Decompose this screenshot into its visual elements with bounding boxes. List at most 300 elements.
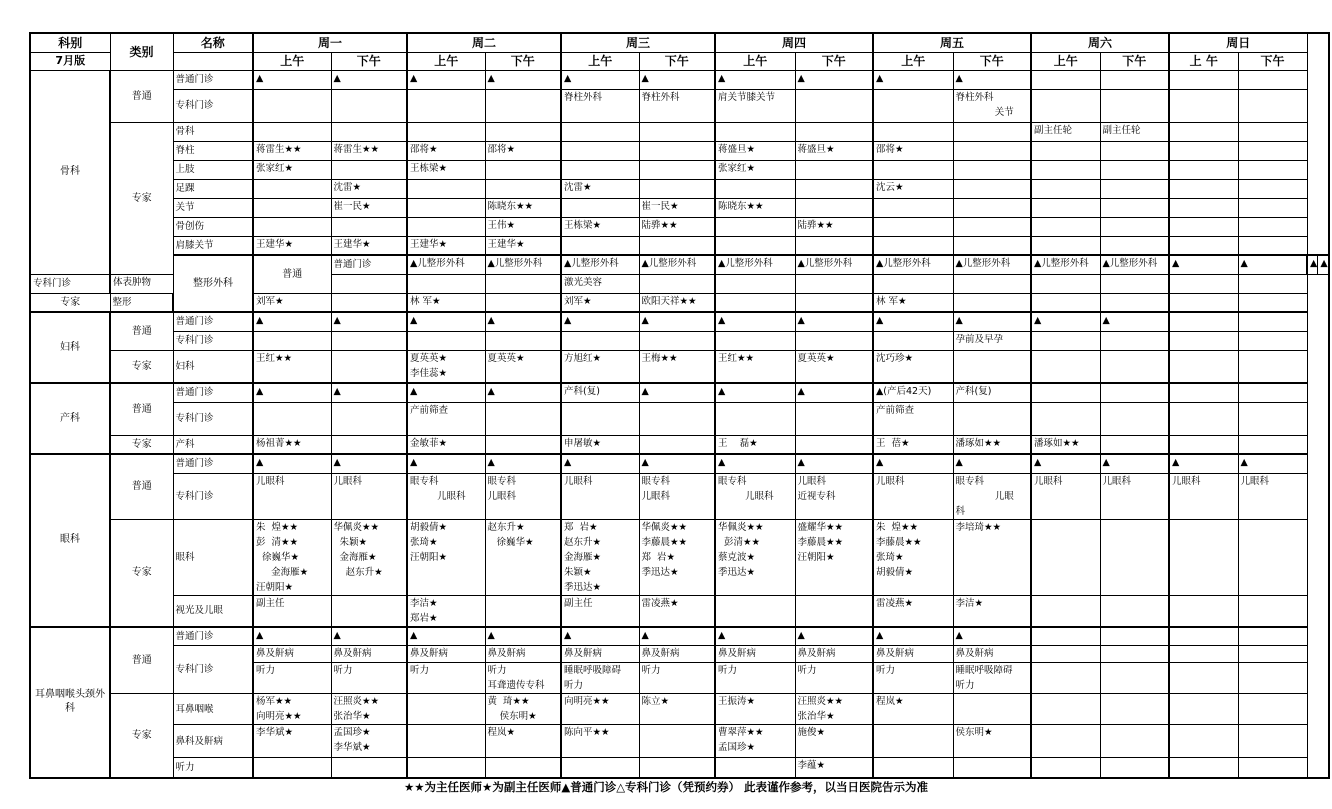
day-header-thu: 周四: [715, 33, 873, 52]
schedule-cell: [795, 160, 873, 179]
schedule-cell: 杨军★★ 向明亮★★: [253, 694, 331, 725]
category-cell: 专家: [110, 694, 173, 778]
schedule-cell: [639, 160, 715, 179]
schedule-cell: 鼻及鼾病: [561, 646, 639, 663]
schedule-cell: 副主任: [253, 595, 331, 627]
schedule-cell: ▲: [1307, 255, 1318, 274]
schedule-cell: ▲: [1238, 255, 1307, 274]
schedule-cell: [331, 122, 407, 141]
schedule-cell: [485, 160, 561, 179]
schedule-cell: [331, 160, 407, 179]
schedule-cell: 崔一民★: [639, 198, 715, 217]
schedule-cell: [253, 331, 331, 350]
schedule-cell: [561, 331, 639, 350]
schedule-cell: [485, 179, 561, 198]
schedule-cell: 陈立★: [639, 694, 715, 725]
schedule-cell: [331, 89, 407, 122]
schedule-cell: [561, 141, 639, 160]
day-header-fri: 周五: [873, 33, 1031, 52]
schedule-cell: 邵将★: [407, 141, 485, 160]
schedule-cell: 胡毅倩★ 张琦★ 汪朝阳★: [407, 519, 485, 595]
schedule-cell: [1100, 331, 1169, 350]
schedule-cell: [795, 274, 873, 293]
schedule-cell: [1100, 70, 1169, 89]
schedule-cell: 潘琢如★★: [953, 435, 1031, 454]
department-cell: 耳鼻咽喉头颈外科: [30, 627, 110, 778]
clinic-name-cell: 产科: [173, 435, 253, 454]
schedule-cell: ▲: [253, 312, 331, 331]
schedule-cell: ▲: [253, 454, 331, 473]
clinic-schedule-table: [29, 32, 1330, 779]
department-cell: 产科: [30, 383, 110, 454]
schedule-cell: [407, 89, 485, 122]
schedule-cell: [1100, 758, 1169, 778]
schedule-cell: [1169, 70, 1238, 89]
schedule-cell: 王建华★: [485, 236, 561, 255]
schedule-cell: [953, 179, 1031, 198]
schedule-cell: 蒋雷生★★: [331, 141, 407, 160]
schedule-cell: 孟国珍★ 李华斌★: [331, 725, 407, 758]
schedule-cell: 眼专科 儿眼科: [485, 473, 561, 519]
schedule-cell: [795, 122, 873, 141]
schedule-cell: [1100, 350, 1169, 383]
schedule-cell: 听力 耳聋遗传专科: [485, 663, 561, 694]
schedule-cell: [873, 89, 953, 122]
schedule-cell: 王栋梁★: [407, 160, 485, 179]
schedule-cell: ▲: [795, 627, 873, 646]
schedule-cell: [639, 331, 715, 350]
schedule-cell: [1169, 402, 1238, 435]
schedule-cell: 黄 琦★★ 侯东明★: [485, 694, 561, 725]
schedule-cell: [715, 758, 795, 778]
schedule-cell: 方旭红★: [561, 350, 639, 383]
clinic-name-cell: 鼻科及鼾病: [173, 725, 253, 758]
version-label: 7月版: [30, 52, 110, 70]
schedule-cell: [1238, 89, 1307, 122]
schedule-cell: ▲: [1031, 312, 1100, 331]
schedule-cell: ▲: [407, 312, 485, 331]
schedule-cell: [407, 274, 485, 293]
schedule-cell: [1169, 694, 1238, 725]
schedule-cell: [407, 217, 485, 236]
schedule-cell: [253, 89, 331, 122]
schedule-cell: 鼻及鼾病: [953, 646, 1031, 663]
schedule-cell: [639, 758, 715, 778]
schedule-cell: [1169, 646, 1238, 663]
schedule-cell: [485, 89, 561, 122]
department-cell: 骨科: [30, 70, 110, 274]
schedule-cell: [1100, 519, 1169, 595]
schedule-cell: ▲: [253, 627, 331, 646]
schedule-cell: [1100, 383, 1169, 402]
schedule-cell: [1031, 274, 1100, 293]
schedule-cell: 汪照炎★★ 张治华★: [795, 694, 873, 725]
schedule-cell: 儿眼科: [1031, 473, 1100, 519]
schedule-cell: 鼻及鼾病: [331, 646, 407, 663]
schedule-cell: [1169, 198, 1238, 217]
schedule-cell: ▲(产后42天): [873, 383, 953, 402]
schedule-cell: 施俊★: [795, 725, 873, 758]
day-header-tue: 周二: [407, 33, 561, 52]
schedule-cell: 王 磊★: [715, 435, 795, 454]
schedule-cell: [715, 331, 795, 350]
schedule-cell: [715, 236, 795, 255]
schedule-cell: ▲: [407, 70, 485, 89]
schedule-cell: ▲: [485, 627, 561, 646]
schedule-cell: [253, 758, 331, 778]
schedule-cell: [1169, 274, 1238, 293]
schedule-cell: [1031, 236, 1100, 255]
schedule-cell: [331, 435, 407, 454]
category-cell: 普通: [110, 627, 173, 694]
schedule-cell: 产科(复): [561, 383, 639, 402]
schedule-cell: ▲: [715, 70, 795, 89]
schedule-cell: 体表肿物: [110, 274, 173, 293]
schedule-cell: 鼻及鼾病: [485, 646, 561, 663]
schedule-row: [30, 217, 1329, 236]
schedule-cell: ▲: [795, 383, 873, 402]
schedule-cell: 眼专科 儿眼科: [639, 473, 715, 519]
schedule-cell: [1100, 141, 1169, 160]
clinic-name-cell: 普通门诊: [173, 627, 253, 646]
schedule-cell: ▲: [485, 312, 561, 331]
clinic-name-cell: 普通门诊: [331, 255, 407, 274]
schedule-row: [30, 160, 1329, 179]
schedule-cell: 华佩炎★★ 朱颖★ 金海雁★ 赵东升★: [331, 519, 407, 595]
schedule-cell: 王梅★★: [639, 350, 715, 383]
schedule-row: [30, 454, 1329, 473]
schedule-cell: ▲: [561, 70, 639, 89]
schedule-cell: 鼻及鼾病: [715, 646, 795, 663]
schedule-cell: 沈巧珍★: [873, 350, 953, 383]
schedule-cell: [1100, 160, 1169, 179]
schedule-cell: [1238, 179, 1307, 198]
schedule-cell: 王建华★: [253, 236, 331, 255]
schedule-cell: 睡眠呼吸障碍 听力: [953, 663, 1031, 694]
schedule-cell: 陈向平★★: [561, 725, 639, 758]
schedule-cell: [953, 402, 1031, 435]
schedule-cell: [1031, 331, 1100, 350]
schedule-cell: ▲: [331, 627, 407, 646]
schedule-cell: 沈雷★: [561, 179, 639, 198]
schedule-cell: [795, 89, 873, 122]
schedule-cell: 蒋盛旦★: [715, 141, 795, 160]
schedule-cell: [1238, 312, 1307, 331]
schedule-cell: ▲儿整形外科: [795, 255, 873, 274]
half-day-header: 上午: [253, 52, 331, 70]
schedule-cell: ▲: [715, 454, 795, 473]
schedule-cell: ▲: [873, 312, 953, 331]
schedule-cell: [331, 595, 407, 627]
schedule-cell: 朱 煌★★ 彭 清★★ 徐巍华★ 金海雁★ 汪朝阳★: [253, 519, 331, 595]
schedule-cell: 脊柱外科: [561, 89, 639, 122]
schedule-cell: [1169, 236, 1238, 255]
schedule-cell: [1100, 663, 1169, 694]
clinic-name-cell: 脊柱: [173, 141, 253, 160]
schedule-cell: ▲儿整形外科: [715, 255, 795, 274]
half-day-header: 下午: [331, 52, 407, 70]
schedule-cell: [1031, 694, 1100, 725]
schedule-cell: [331, 350, 407, 383]
clinic-name-cell: 整形: [110, 293, 173, 312]
schedule-cell: [331, 331, 407, 350]
schedule-cell: [1100, 198, 1169, 217]
schedule-cell: [1169, 89, 1238, 122]
schedule-cell: [485, 402, 561, 435]
category-cell: 普通: [110, 70, 173, 122]
schedule-cell: [1238, 350, 1307, 383]
schedule-cell: 陈晓东★★: [715, 198, 795, 217]
schedule-cell: [1100, 435, 1169, 454]
schedule-cell: 脊柱外科: [639, 89, 715, 122]
schedule-cell: 产前筛查: [407, 402, 485, 435]
name-header-blank: [173, 52, 253, 70]
schedule-row: [30, 519, 1329, 595]
schedule-cell: [1238, 646, 1307, 663]
department-cell: 眼科: [30, 454, 110, 627]
schedule-cell: [1169, 122, 1238, 141]
schedule-cell: [795, 435, 873, 454]
schedule-cell: 邵将★: [485, 141, 561, 160]
schedule-cell: 儿眼科: [1100, 473, 1169, 519]
schedule-cell: [1238, 694, 1307, 725]
schedule-cell: [561, 758, 639, 778]
schedule-cell: 听力: [331, 663, 407, 694]
schedule-cell: [1100, 595, 1169, 627]
schedule-cell: ▲: [715, 312, 795, 331]
schedule-cell: [1238, 236, 1307, 255]
schedule-cell: 雷凌燕★: [873, 595, 953, 627]
schedule-row: [30, 627, 1329, 646]
schedule-cell: [253, 217, 331, 236]
schedule-cell: ▲儿整形外科: [1100, 255, 1169, 274]
schedule-cell: ▲: [1238, 454, 1307, 473]
schedule-cell: ▲: [639, 70, 715, 89]
schedule-cell: 王红★★: [253, 350, 331, 383]
schedule-cell: [715, 122, 795, 141]
schedule-cell: 副主任轮: [1100, 122, 1169, 141]
schedule-cell: [1169, 179, 1238, 198]
schedule-cell: [331, 293, 407, 312]
schedule-cell: ▲: [253, 383, 331, 402]
schedule-cell: ▲: [953, 627, 1031, 646]
clinic-name-cell: 眼科: [173, 519, 253, 595]
schedule-cell: ▲: [1169, 454, 1238, 473]
half-day-header: 上 午: [1169, 52, 1238, 70]
schedule-cell: ▲: [407, 454, 485, 473]
schedule-cell: ▲: [795, 312, 873, 331]
schedule-cell: [1169, 217, 1238, 236]
schedule-row: [30, 179, 1329, 198]
schedule-cell: 林 军★: [407, 293, 485, 312]
schedule-cell: [407, 179, 485, 198]
schedule-cell: 张家红★: [253, 160, 331, 179]
schedule-cell: [253, 402, 331, 435]
schedule-cell: [407, 122, 485, 141]
schedule-row: [30, 383, 1329, 402]
schedule-cell: [873, 725, 953, 758]
schedule-cell: [1031, 89, 1100, 122]
schedule-cell: 曹翠萍★★ 孟国珍★: [715, 725, 795, 758]
category-cell: 专家: [110, 122, 173, 274]
schedule-cell: [1169, 293, 1238, 312]
schedule-cell: ▲: [485, 70, 561, 89]
schedule-cell: [1238, 217, 1307, 236]
schedule-cell: [1238, 122, 1307, 141]
schedule-cell: [715, 595, 795, 627]
schedule-cell: 儿眼科: [1169, 473, 1238, 519]
schedule-cell: [1031, 663, 1100, 694]
schedule-cell: [953, 160, 1031, 179]
schedule-cell: [1031, 217, 1100, 236]
schedule-cell: [1031, 141, 1100, 160]
schedule-cell: 产前筛查: [873, 402, 953, 435]
schedule-cell: 雷凌燕★: [639, 595, 715, 627]
schedule-cell: 激光美容: [561, 274, 639, 293]
schedule-cell: 儿眼科 近视专科: [795, 473, 873, 519]
schedule-cell: ▲儿整形外科: [1031, 255, 1100, 274]
schedule-cell: [1169, 595, 1238, 627]
half-day-header: 下午: [953, 52, 1031, 70]
schedule-row: [30, 646, 1329, 663]
schedule-cell: [561, 122, 639, 141]
schedule-cell: [1031, 627, 1100, 646]
schedule-cell: 郑 岩★ 赵东升★ 金海雁★ 朱颖★ 季迅达★: [561, 519, 639, 595]
clinic-name-cell: 视光及儿眼: [173, 595, 253, 627]
schedule-cell: [1169, 663, 1238, 694]
schedule-cell: [953, 293, 1031, 312]
schedule-cell: 眼专科 儿眼 科: [953, 473, 1031, 519]
schedule-cell: 副主任: [561, 595, 639, 627]
schedule-cell: ▲: [1100, 454, 1169, 473]
schedule-row: [30, 402, 1329, 435]
day-header-sun: 周日: [1169, 33, 1307, 52]
schedule-cell: [953, 217, 1031, 236]
schedule-row: [30, 122, 1329, 141]
schedule-cell: ▲: [253, 70, 331, 89]
schedule-cell: [639, 435, 715, 454]
schedule-cell: 睡眠呼吸障碍 听力: [561, 663, 639, 694]
schedule-row: [30, 312, 1329, 331]
schedule-cell: ▲: [639, 454, 715, 473]
schedule-cell: ▲: [331, 312, 407, 331]
schedule-cell: 欧阳天祥★★: [639, 293, 715, 312]
department-cell: 妇科: [30, 312, 110, 383]
schedule-cell: [1238, 725, 1307, 758]
category-cell: 普通: [253, 255, 331, 293]
day-header-mon: 周一: [253, 33, 407, 52]
schedule-cell: [407, 758, 485, 778]
schedule-cell: [485, 274, 561, 293]
schedule-cell: 鼻及鼾病: [407, 646, 485, 663]
schedule-row: [30, 198, 1329, 217]
schedule-cell: [1169, 519, 1238, 595]
schedule-cell: 鼻及鼾病: [253, 646, 331, 663]
schedule-cell: ▲: [715, 383, 795, 402]
schedule-cell: 崔一民★: [331, 198, 407, 217]
schedule-cell: [715, 217, 795, 236]
schedule-cell: [561, 160, 639, 179]
schedule-cell: 听力: [795, 663, 873, 694]
schedule-cell: 邵将★: [873, 141, 953, 160]
schedule-cell: [1169, 350, 1238, 383]
schedule-cell: [485, 435, 561, 454]
schedule-cell: [953, 236, 1031, 255]
schedule-cell: 沈云★: [873, 179, 953, 198]
clinic-name-cell: 关节: [173, 198, 253, 217]
clinic-name-cell: 听力: [173, 758, 253, 778]
schedule-cell: 刘军★: [561, 293, 639, 312]
schedule-cell: [1238, 383, 1307, 402]
schedule-cell: 朱 煌★★ 李藤晨★★ 张琦★ 胡毅倩★: [873, 519, 953, 595]
schedule-cell: [1238, 758, 1307, 778]
clinic-name-cell: 足踝: [173, 179, 253, 198]
schedule-cell: [561, 236, 639, 255]
schedule-cell: ▲儿整形外科: [639, 255, 715, 274]
half-day-header: 下午: [485, 52, 561, 70]
schedule-cell: ▲: [561, 454, 639, 473]
category-cell: 专家: [110, 350, 173, 383]
schedule-cell: [639, 179, 715, 198]
schedule-cell: [1031, 519, 1100, 595]
schedule-cell: [1238, 331, 1307, 350]
schedule-cell: ▲儿整形外科: [561, 255, 639, 274]
schedule-row: [30, 595, 1329, 627]
schedule-cell: ▲儿整形外科: [953, 255, 1031, 274]
schedule-cell: 听力: [407, 663, 485, 694]
schedule-row: [30, 141, 1329, 160]
schedule-cell: ▲: [873, 70, 953, 89]
schedule-cell: 眼专科 儿眼科: [715, 473, 795, 519]
schedule-cell: [1031, 293, 1100, 312]
schedule-cell: 夏英英★ 李佳蕊★: [407, 350, 485, 383]
schedule-cell: 李培琦★★: [953, 519, 1031, 595]
clinic-name-cell: 普通门诊: [173, 70, 253, 89]
schedule-cell: [1100, 217, 1169, 236]
schedule-cell: ▲: [873, 627, 953, 646]
schedule-cell: [1238, 435, 1307, 454]
schedule-cell: 夏英英★: [485, 350, 561, 383]
category-cell: 普通: [110, 312, 173, 350]
schedule-cell: [1031, 179, 1100, 198]
schedule-cell: 李蕴★: [795, 758, 873, 778]
schedule-row: [30, 473, 1329, 519]
schedule-cell: [1238, 663, 1307, 694]
schedule-cell: [1238, 293, 1307, 312]
half-day-header: 上午: [407, 52, 485, 70]
schedule-cell: 向明亮★★: [561, 694, 639, 725]
schedule-cell: [873, 217, 953, 236]
schedule-cell: [1169, 435, 1238, 454]
schedule-cell: [331, 274, 407, 293]
schedule-cell: 儿眼科: [1238, 473, 1307, 519]
schedule-cell: ▲: [953, 454, 1031, 473]
schedule-row: [30, 758, 1329, 778]
schedule-cell: ▲: [639, 627, 715, 646]
schedule-cell: 听力: [715, 663, 795, 694]
schedule-cell: 鼻及鼾病: [795, 646, 873, 663]
clinic-name-cell: 专科门诊: [173, 402, 253, 435]
schedule-cell: ▲: [1031, 454, 1100, 473]
dept-header: 科别: [30, 33, 110, 52]
schedule-cell: 汪照炎★★ 张治华★: [331, 694, 407, 725]
schedule-cell: [253, 198, 331, 217]
schedule-cell: ▲儿整形外科: [407, 255, 485, 274]
schedule-cell: [1238, 595, 1307, 627]
schedule-cell: [1031, 383, 1100, 402]
clinic-name-cell: 普通门诊: [173, 454, 253, 473]
schedule-row: [30, 70, 1329, 89]
